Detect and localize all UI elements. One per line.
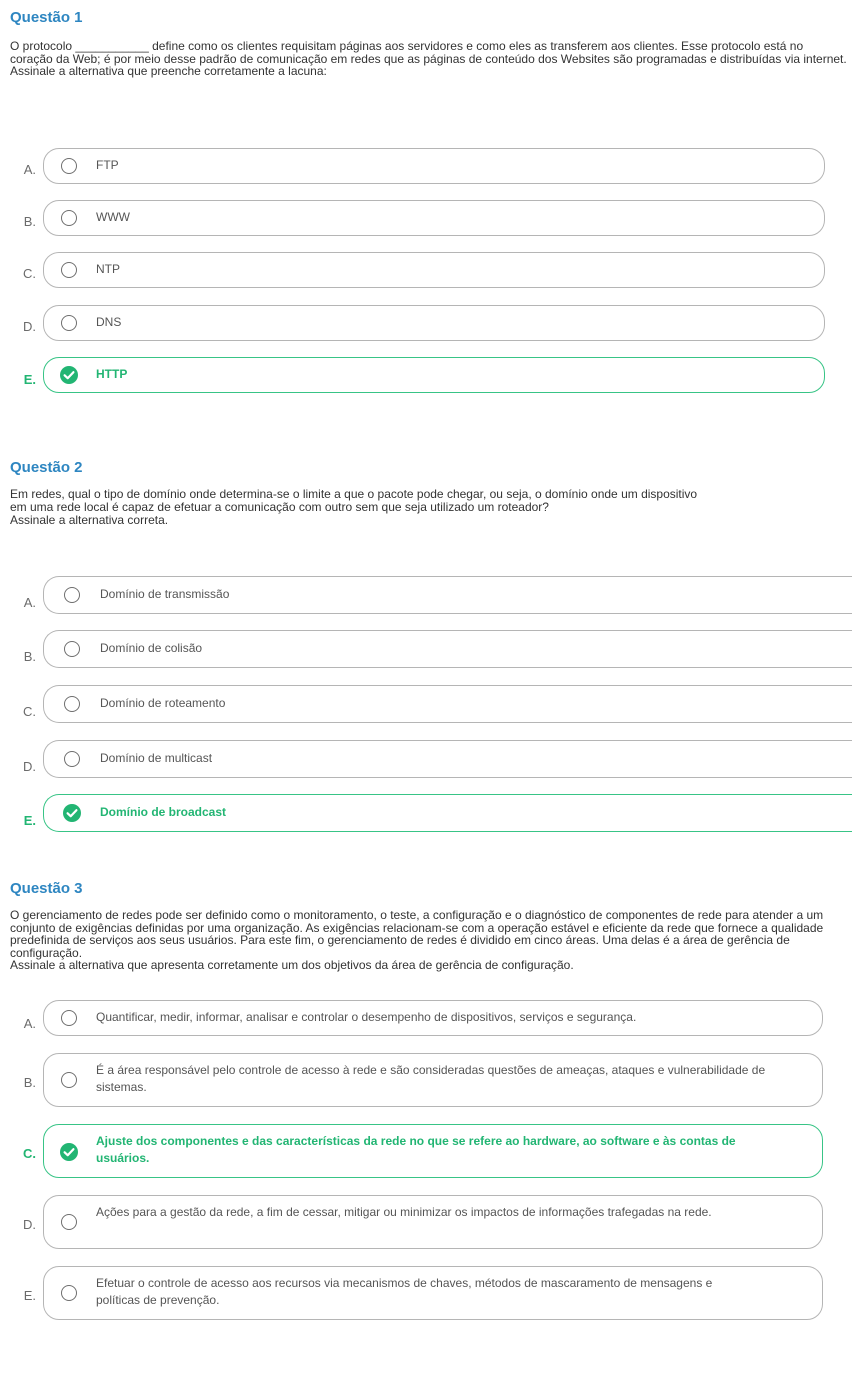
option-label: NTP bbox=[96, 262, 120, 276]
option-letter: E. bbox=[23, 372, 36, 387]
option-label: Domínio de colisão bbox=[100, 641, 203, 655]
option-letter: D. bbox=[23, 319, 36, 334]
question-3-statement: O gerenciamento de redes pode ser definido como o monitoramento, o teste, a configuração e o diagnóstico de componentes de rede para atender a um conjunto de exigências definidas por uma organização. As exigências relacionam-se com a operação estável e eficiente da rede que fornece a qualidade predefinida de serviços aos seus usuários. Para este fim, o gerenciamento de redes é dividido em cinco áreas. Uma delas é a área de gerência de configuração. bbox=[10, 908, 824, 960]
radio-unchecked-icon[interactable] bbox=[64, 641, 80, 657]
question-3-text bbox=[10, 909, 848, 972]
option-label: Domínio de multicast bbox=[100, 751, 213, 765]
option-letter: A. bbox=[23, 162, 36, 177]
option-label: Quantificar, medir, informar, analisar e controlar o desempenho de dispositivos, serviços e segurança. bbox=[96, 1010, 637, 1024]
radio-unchecked-icon[interactable] bbox=[61, 1214, 77, 1230]
option-box[interactable] bbox=[43, 1266, 823, 1320]
option-label: Domínio de roteamento bbox=[100, 696, 226, 710]
check-circle-icon[interactable] bbox=[63, 804, 81, 822]
option-box-selected[interactable] bbox=[43, 1124, 823, 1178]
option-letter: C. bbox=[23, 704, 36, 719]
option-letter: B. bbox=[23, 649, 36, 664]
question-3-title: Questão 3 bbox=[10, 880, 83, 897]
check-circle-icon[interactable] bbox=[60, 1143, 78, 1161]
option-label: Efetuar o controle de acesso aos recursos via mecanismos de chaves, métodos de mascaramento de mensagens e políticas de prevenção. bbox=[96, 1276, 713, 1307]
question-2-statement-line2: em uma rede local é capaz de efetuar a comunicação com outro sem que seja utilizado um roteador? bbox=[10, 500, 549, 514]
option-label: DNS bbox=[96, 315, 122, 329]
option-label: WWW bbox=[96, 210, 130, 224]
option-letter: E. bbox=[23, 1288, 36, 1303]
radio-unchecked-icon[interactable] bbox=[64, 587, 80, 603]
option-letter: B. bbox=[23, 1075, 36, 1090]
radio-unchecked-icon[interactable] bbox=[64, 696, 80, 712]
question-2-instruction: Assinale a alternativa correta. bbox=[10, 513, 169, 527]
radio-unchecked-icon[interactable] bbox=[61, 158, 77, 174]
option-letter: C. bbox=[23, 266, 36, 281]
option-box[interactable] bbox=[43, 252, 825, 288]
option-letter: E. bbox=[23, 813, 36, 828]
option-label: HTTP bbox=[96, 367, 128, 381]
option-label: Domínio de transmissão bbox=[100, 587, 230, 601]
option-box[interactable] bbox=[43, 576, 852, 614]
question-2-statement-line1: Em redes, qual o tipo de domínio onde determina-se o limite a que o pacote pode chegar, ou seja, o domínio onde um dispositivo bbox=[10, 488, 698, 501]
option-letter: B. bbox=[23, 214, 36, 229]
question-1-instruction: Assinale a alternativa que preenche corretamente a lacuna: bbox=[10, 64, 327, 78]
option-box[interactable] bbox=[43, 685, 852, 723]
option-box[interactable] bbox=[43, 630, 852, 668]
option-box[interactable] bbox=[43, 200, 825, 236]
option-box[interactable] bbox=[43, 1000, 823, 1036]
option-label: É a área responsável pelo controle de acesso à rede e são consideradas questões de ameaças, ataques e vulnerabilidade de sistemas. bbox=[96, 1063, 766, 1094]
option-box-selected[interactable] bbox=[43, 357, 825, 393]
question-3-instruction: Assinale a alternativa que apresenta corretamente um dos objetivos da área de gerência de configuração. bbox=[10, 958, 574, 972]
question-1-statement: O protocolo ___________ define como os clientes requisitam páginas aos servidores e como eles as transferem aos clientes. Esse protocolo está no coração da Web; é por meio desse padrão de comunicação em redes que as páginas de conteúdo dos Websites são programadas e distribuídas via internet. bbox=[10, 39, 847, 66]
radio-unchecked-icon[interactable] bbox=[64, 751, 80, 767]
question-2-title: Questão 2 bbox=[10, 459, 83, 476]
question-2-options-viewport bbox=[0, 570, 852, 840]
option-letter: A. bbox=[23, 1016, 36, 1031]
option-letter: C. bbox=[23, 1146, 36, 1161]
option-label: FTP bbox=[96, 158, 119, 172]
option-label: Domínio de broadcast bbox=[100, 805, 227, 819]
check-circle-icon[interactable] bbox=[60, 366, 78, 384]
option-box[interactable] bbox=[43, 1053, 823, 1107]
radio-unchecked-icon[interactable] bbox=[61, 262, 77, 278]
option-letter: A. bbox=[23, 595, 36, 610]
radio-unchecked-icon[interactable] bbox=[61, 1072, 77, 1088]
radio-unchecked-icon[interactable] bbox=[61, 1285, 77, 1301]
option-box[interactable] bbox=[43, 1195, 823, 1249]
option-box[interactable] bbox=[43, 305, 825, 341]
radio-unchecked-icon[interactable] bbox=[61, 315, 77, 331]
radio-unchecked-icon[interactable] bbox=[61, 1010, 77, 1026]
option-label: Ações para a gestão da rede, a fim de cessar, mitigar ou minimizar os impactos de informações trafegadas na rede. bbox=[96, 1205, 712, 1219]
option-label: Ajuste dos componentes e das características da rede no que se refere ao hardware, ao software e às contas de usuários. bbox=[96, 1134, 736, 1165]
question-1-title: Questão 1 bbox=[10, 9, 83, 26]
question-1-text bbox=[10, 40, 848, 78]
option-letter: D. bbox=[23, 759, 36, 774]
option-box[interactable] bbox=[43, 148, 825, 184]
option-box-selected[interactable] bbox=[43, 794, 852, 832]
option-letter: D. bbox=[23, 1217, 36, 1232]
option-box[interactable] bbox=[43, 740, 852, 778]
radio-unchecked-icon[interactable] bbox=[61, 210, 77, 226]
